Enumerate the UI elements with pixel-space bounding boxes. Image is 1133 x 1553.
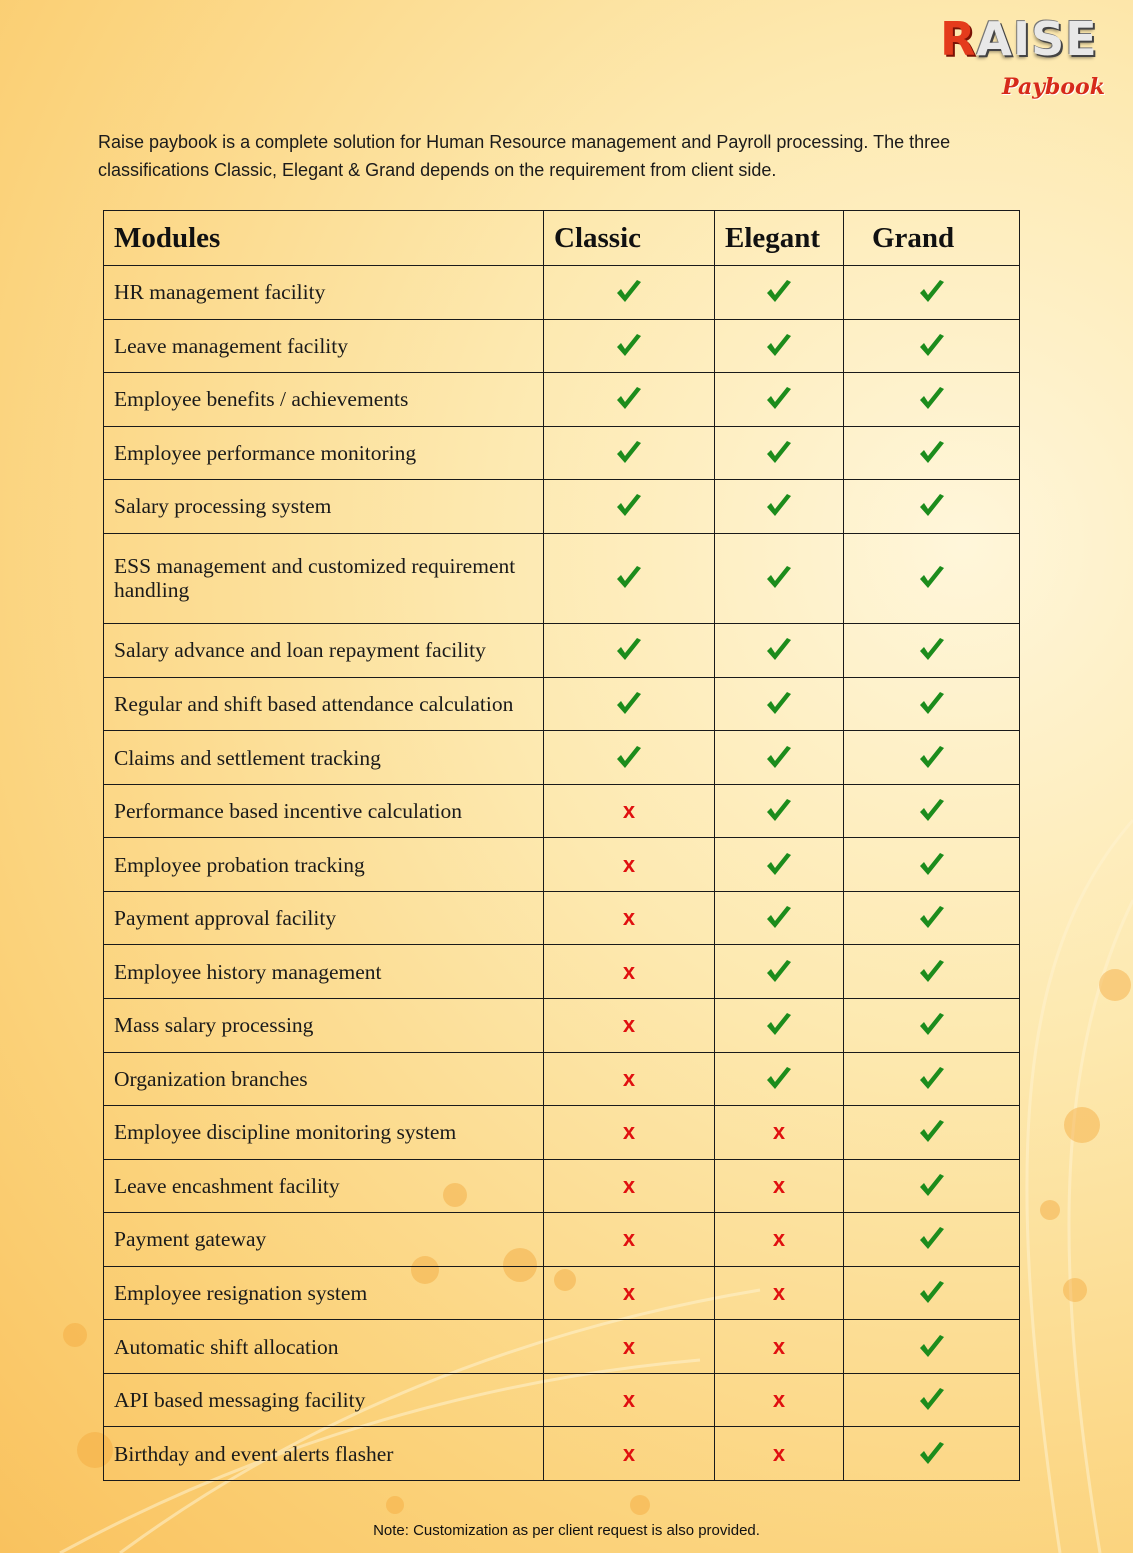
module-name: Claims and settlement tracking xyxy=(104,731,544,785)
module-name: API based messaging facility xyxy=(104,1373,544,1427)
module-name: Leave encashment facility xyxy=(104,1159,544,1213)
elegant-check-icon xyxy=(715,266,844,320)
elegant-check-icon xyxy=(715,480,844,534)
table-row xyxy=(104,1052,1020,1106)
table-row xyxy=(104,319,1020,373)
classic-cross-icon: x xyxy=(544,1320,715,1374)
table-row xyxy=(104,533,1020,623)
elegant-cross-icon: x xyxy=(715,1106,844,1160)
logo-rest: AISE xyxy=(976,12,1098,66)
table-row xyxy=(104,838,1020,892)
classic-cross-icon: x xyxy=(544,945,715,999)
module-name: Performance based incentive calculation xyxy=(104,784,544,838)
table-row xyxy=(104,784,1020,838)
module-name: Employee resignation system xyxy=(104,1266,544,1320)
grand-check-icon xyxy=(844,319,1020,373)
grand-check-icon xyxy=(844,533,1020,623)
classic-cross-icon: x xyxy=(544,1213,715,1267)
table-row xyxy=(104,1106,1020,1160)
module-name: Payment gateway xyxy=(104,1213,544,1267)
elegant-cross-icon: x xyxy=(715,1427,844,1481)
classic-cross-icon: x xyxy=(544,999,715,1053)
grand-check-icon xyxy=(844,1266,1020,1320)
module-name: Employee discipline monitoring system xyxy=(104,1106,544,1160)
grand-check-icon xyxy=(844,426,1020,480)
elegant-cross-icon: x xyxy=(715,1373,844,1427)
elegant-check-icon xyxy=(715,677,844,731)
elegant-cross-icon: x xyxy=(715,1159,844,1213)
elegant-check-icon xyxy=(715,838,844,892)
classic-check-icon xyxy=(544,677,715,731)
table-row xyxy=(104,1266,1020,1320)
table-row xyxy=(104,426,1020,480)
module-name: Employee benefits / achievements xyxy=(104,373,544,427)
classic-check-icon xyxy=(544,480,715,534)
classic-check-icon xyxy=(544,266,715,320)
classic-cross-icon: x xyxy=(544,891,715,945)
module-name: Salary processing system xyxy=(104,480,544,534)
module-name: Leave management facility xyxy=(104,319,544,373)
elegant-check-icon xyxy=(715,533,844,623)
table-row xyxy=(104,1427,1020,1481)
header-modules: Modules xyxy=(104,211,544,266)
table-row xyxy=(104,373,1020,427)
module-name: Mass salary processing xyxy=(104,999,544,1053)
table-body xyxy=(104,266,1020,1481)
logo-initial: R xyxy=(940,12,977,66)
elegant-cross-icon: x xyxy=(715,1320,844,1374)
table-row xyxy=(104,1320,1020,1374)
grand-check-icon xyxy=(844,1213,1020,1267)
module-name: Birthday and event alerts flasher xyxy=(104,1427,544,1481)
elegant-cross-icon: x xyxy=(715,1213,844,1267)
classic-cross-icon: x xyxy=(544,1427,715,1481)
footer-note: Note: Customization as per client request is also provided. xyxy=(373,1522,760,1539)
module-name: ESS management and customized requirement handling xyxy=(104,533,544,623)
table-row xyxy=(104,999,1020,1053)
classic-cross-icon: x xyxy=(544,1052,715,1106)
classic-check-icon xyxy=(544,533,715,623)
elegant-check-icon xyxy=(715,945,844,999)
grand-check-icon xyxy=(844,373,1020,427)
module-name: Salary advance and loan repayment facility xyxy=(104,624,544,678)
table-row xyxy=(104,1373,1020,1427)
classic-cross-icon: x xyxy=(544,784,715,838)
elegant-check-icon xyxy=(715,624,844,678)
classic-cross-icon: x xyxy=(544,1106,715,1160)
grand-check-icon xyxy=(844,677,1020,731)
grand-check-icon xyxy=(844,838,1020,892)
table-row xyxy=(104,624,1020,678)
module-name: Automatic shift allocation xyxy=(104,1320,544,1374)
elegant-check-icon xyxy=(715,999,844,1053)
classic-check-icon xyxy=(544,373,715,427)
grand-check-icon xyxy=(844,266,1020,320)
classic-check-icon xyxy=(544,426,715,480)
elegant-check-icon xyxy=(715,784,844,838)
grand-check-icon xyxy=(844,999,1020,1053)
grand-check-icon xyxy=(844,1106,1020,1160)
grand-check-icon xyxy=(844,731,1020,785)
header-grand: Grand xyxy=(844,211,1020,266)
classic-cross-icon: x xyxy=(544,1159,715,1213)
classic-check-icon xyxy=(544,319,715,373)
header-elegant: Elegant xyxy=(715,211,844,266)
grand-check-icon xyxy=(844,624,1020,678)
elegant-check-icon xyxy=(715,731,844,785)
comparison-table xyxy=(103,210,1020,1481)
grand-check-icon xyxy=(844,1373,1020,1427)
elegant-check-icon xyxy=(715,1052,844,1106)
elegant-check-icon xyxy=(715,426,844,480)
module-name: Payment approval facility xyxy=(104,891,544,945)
grand-check-icon xyxy=(844,1159,1020,1213)
header-classic: Classic xyxy=(544,211,715,266)
elegant-check-icon xyxy=(715,373,844,427)
table-row xyxy=(104,1159,1020,1213)
table-row xyxy=(104,677,1020,731)
table-row xyxy=(104,731,1020,785)
table-row xyxy=(104,266,1020,320)
classic-cross-icon: x xyxy=(544,1266,715,1320)
elegant-check-icon xyxy=(715,319,844,373)
grand-check-icon xyxy=(844,784,1020,838)
table-row xyxy=(104,891,1020,945)
table-row xyxy=(104,945,1020,999)
grand-check-icon xyxy=(844,1052,1020,1106)
elegant-check-icon xyxy=(715,891,844,945)
grand-check-icon xyxy=(844,891,1020,945)
classic-check-icon xyxy=(544,731,715,785)
module-name: Employee probation tracking xyxy=(104,838,544,892)
module-name: HR management facility xyxy=(104,266,544,320)
module-name: Employee history management xyxy=(104,945,544,999)
table-row xyxy=(104,480,1020,534)
grand-check-icon xyxy=(844,480,1020,534)
logo-wordmark xyxy=(940,12,1098,66)
intro-paragraph: Raise paybook is a complete solution for Human Resource management and Payroll processing. The three classifications Classic, Elegant & Grand depends on the requirement from client side. xyxy=(98,132,951,180)
grand-check-icon xyxy=(844,1427,1020,1481)
grand-check-icon xyxy=(844,945,1020,999)
table-row xyxy=(104,1213,1020,1267)
grand-check-icon xyxy=(844,1320,1020,1374)
module-name: Employee performance monitoring xyxy=(104,426,544,480)
classic-cross-icon: x xyxy=(544,838,715,892)
module-name: Organization branches xyxy=(104,1052,544,1106)
elegant-cross-icon: x xyxy=(715,1266,844,1320)
table-header-row xyxy=(104,211,1020,266)
classic-check-icon xyxy=(544,624,715,678)
raise-paybook-logo xyxy=(940,4,1105,114)
logo-subtitle: Paybook xyxy=(1002,74,1105,100)
module-name: Regular and shift based attendance calculation xyxy=(104,677,544,731)
classic-cross-icon: x xyxy=(544,1373,715,1427)
